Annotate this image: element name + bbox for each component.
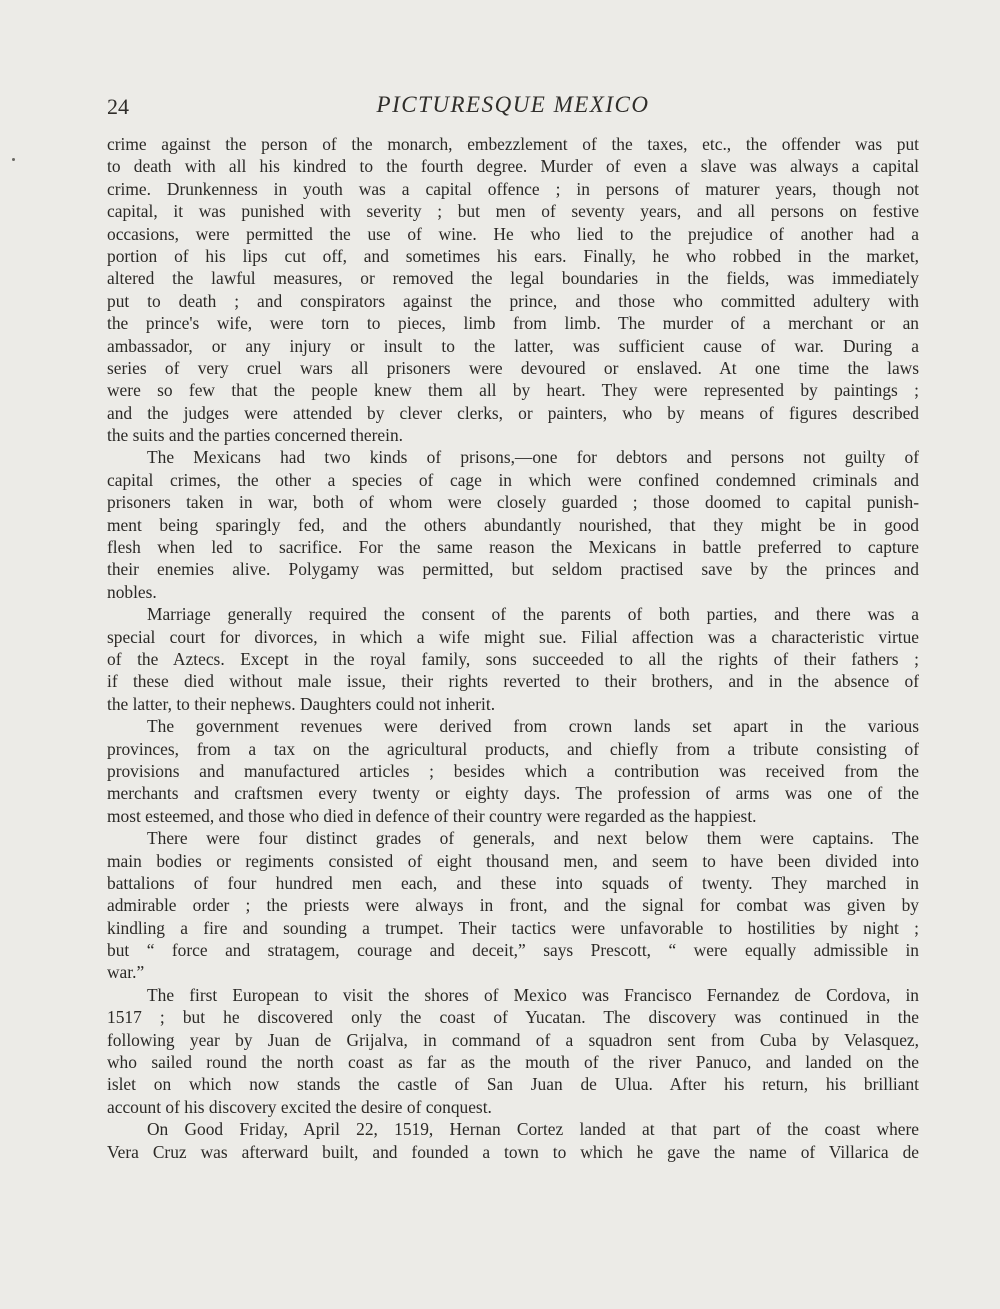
text-line: and the judges were attended by clever clerks, or painters, who by means of figures described bbox=[107, 402, 919, 423]
text-line: flesh when led to sacrifice. For the same reason the Mexicans in battle preferred to capture bbox=[107, 537, 919, 558]
text-line: who sailed round the north coast as far as the mouth of the river Panuco, and landed on the bbox=[107, 1052, 919, 1073]
text-line: altered the lawful measures, or removed the legal boundaries in the fields, was immediately bbox=[107, 268, 919, 289]
page-number: 24 bbox=[107, 94, 129, 119]
page-header bbox=[107, 92, 919, 122]
text-line: account of his discovery excited the desire of conquest. bbox=[107, 1096, 492, 1117]
text-line: crime. Drunkenness in youth was a capital offence ; in persons of maturer years, though not bbox=[107, 178, 919, 199]
body-text bbox=[107, 133, 919, 1163]
text-line: The Mexicans had two kinds of prisons,—one for debtors and persons not guilty of bbox=[147, 447, 919, 468]
text-line: Marriage generally required the consent of the parents of both parties, and there was a bbox=[147, 604, 919, 625]
text-line: crime against the person of the monarch, embezzlement of the taxes, etc., the offender was put bbox=[107, 134, 919, 154]
text-line: islet on which now stands the castle of San Juan de Ulua. After his return, his brilliant bbox=[107, 1074, 919, 1095]
text-line: series of very cruel wars all prisoners were devoured or enslaved. At one time the laws bbox=[107, 357, 919, 378]
text-line: Vera Cruz was afterward built, and founded a town to which he gave the name of Villarica de bbox=[107, 1141, 919, 1162]
text-line: provinces, from a tax on the agricultural products, and chiefly from a tribute consisting of bbox=[107, 738, 919, 759]
text-line: The first European to visit the shores of Mexico was Francisco Fernandez de Cordova, in bbox=[147, 984, 919, 1005]
text-line: occasions, were permitted the use of wine. He who lied to the prejudice of another had a bbox=[107, 223, 919, 244]
scan-speck bbox=[12, 158, 15, 161]
text-line: were so few that the people knew them all by heart. They were represented by paintings ; bbox=[107, 380, 919, 401]
text-line: capital, it was punished with severity ; but men of seventy years, and all persons on festive bbox=[107, 201, 919, 222]
text-line: the latter, to their nephews. Daughters could not inherit. bbox=[107, 693, 496, 714]
text-line: to death with all his kindred to the fourth degree. Murder of even a slave was always a capital bbox=[107, 156, 919, 177]
text-line: the suits and the parties concerned therein. bbox=[107, 425, 404, 446]
text-line: if these died without male issue, their rights reverted to their brothers, and in the absence of bbox=[107, 671, 919, 692]
text-line: prisoners taken in war, both of whom were closely guarded ; those doomed to capital punish- bbox=[107, 492, 919, 513]
text-line: merchants and craftsmen every twenty or eighty days. The profession of arms was one of the bbox=[107, 783, 919, 804]
text-line: main bodies or regiments consisted of eight thousand men, and seem to have been divided into bbox=[107, 850, 919, 871]
text-line: 1517 ; but he discovered only the coast of Yucatan. The discovery was continued in the bbox=[107, 1007, 919, 1028]
text-line: of the Aztecs. Except in the royal family, sons succeeded to all the rights of their fathers ; bbox=[107, 648, 919, 669]
text-line: but “ force and stratagem, courage and deceit,” says Prescott, “ were equally admissible in bbox=[107, 940, 919, 961]
text-line: war.” bbox=[107, 962, 145, 983]
text-line: kindling a fire and sounding a trumpet. Their tactics were unfavorable to hostilities by night ; bbox=[107, 917, 919, 938]
text-line: capital crimes, the other a species of cage in which were confined condemned criminals and bbox=[107, 469, 919, 490]
text-line: put to death ; and conspirators against the prince, and those who committed adultery with bbox=[107, 290, 919, 311]
text-line: most esteemed, and those who died in defence of their country were regarded as the happiest. bbox=[107, 805, 757, 826]
text-line: the prince's wife, were torn to pieces, limb from limb. The murder of a merchant or an bbox=[107, 313, 919, 334]
text-line: portion of his lips cut off, and sometimes his ears. Finally, he who robbed in the market, bbox=[107, 245, 919, 266]
text-line: nobles. bbox=[107, 581, 157, 602]
text-line: On Good Friday, April 22, 1519, Hernan Cortez landed at that part of the coast where bbox=[147, 1119, 919, 1140]
text-line: The government revenues were derived from crown lands set apart in the various bbox=[147, 716, 919, 737]
text-line: special court for divorces, in which a wife might sue. Filial affection was a characteristic virtue bbox=[107, 626, 919, 647]
text-line: ment being sparingly fed, and the others abundantly nourished, that they might be in good bbox=[107, 514, 919, 535]
text-line: provisions and manufactured articles ; besides which a contribution was received from the bbox=[107, 760, 919, 781]
text-line: battalions of four hundred men each, and these into squads of twenty. They marched in bbox=[107, 872, 919, 893]
text-line: There were four distinct grades of generals, and next below them were captains. The bbox=[147, 828, 919, 849]
text-line: admirable order ; the priests were always in front, and the signal for combat was given by bbox=[107, 895, 919, 916]
text-line: ambassador, or any injury or insult to the latter, was sufficient cause of war. During a bbox=[107, 335, 919, 356]
text-line: following year by Juan de Grijalva, in command of a squadron sent from Cuba by Velasquez, bbox=[107, 1029, 919, 1050]
running-title: PICTURESQUE MEXICO bbox=[376, 92, 650, 117]
text-line: their enemies alive. Polygamy was permitted, but seldom practised save by the princes and bbox=[107, 559, 919, 580]
